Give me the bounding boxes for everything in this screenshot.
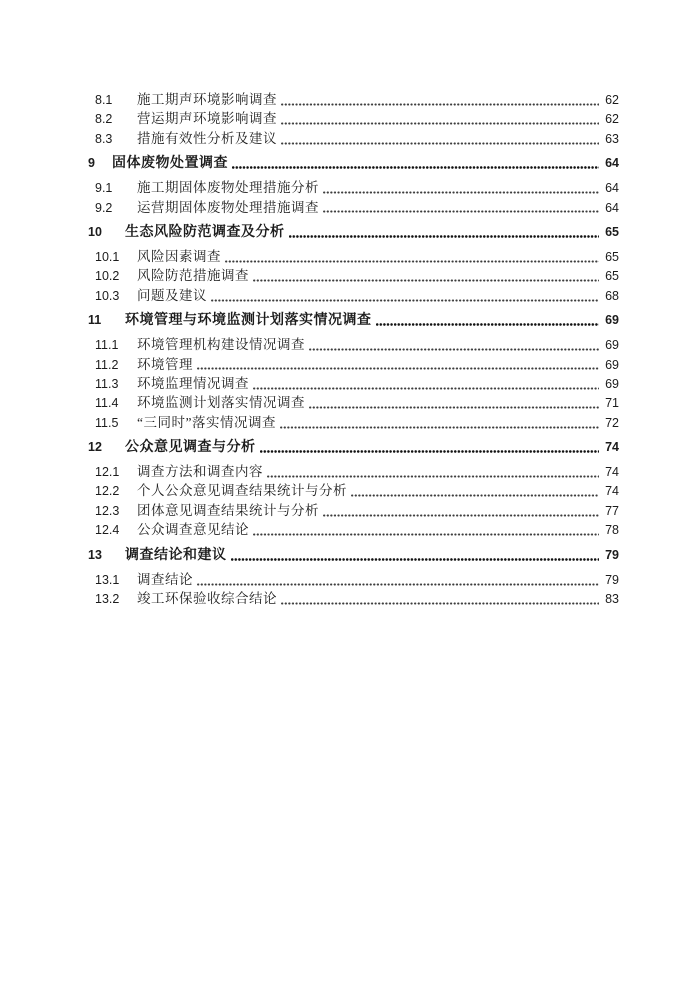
dot-leader [225, 260, 599, 263]
toc-entry-title: 团体意见调查结果统计与分析 [137, 502, 319, 518]
dot-leader [281, 142, 599, 145]
dot-leader [231, 558, 600, 561]
dot-leader [253, 533, 599, 536]
toc-entry-number: 12 [88, 440, 102, 455]
toc-entry-page: 74 [605, 440, 619, 455]
dot-leader [253, 387, 599, 390]
toc-entry-title: 环境管理与环境监测计划落实情况调查 [125, 313, 372, 329]
dot-leader [281, 103, 599, 106]
toc-entry-number: 11 [88, 313, 102, 328]
toc-entry[interactable] [88, 355, 619, 374]
toc-entry[interactable] [88, 570, 619, 589]
dot-leader [211, 299, 599, 302]
dot-leader [323, 210, 599, 213]
toc-entry-page: 72 [605, 415, 619, 430]
toc-entry[interactable] [88, 545, 619, 565]
toc-entry-number: 13.1 [95, 572, 120, 587]
toc-entry-page: 64 [605, 200, 619, 215]
toc-entry-number: 13 [88, 547, 102, 562]
toc-entry[interactable] [88, 286, 619, 305]
toc-entry[interactable] [88, 247, 619, 266]
toc-entry[interactable] [88, 266, 619, 285]
toc-entry-title: 风险防范措施调查 [137, 268, 249, 284]
toc-entry-title: 施工期声环境影响调查 [137, 92, 277, 107]
toc-entry[interactable] [88, 222, 619, 242]
toc-entry-page: 65 [605, 269, 619, 284]
toc-entry-title: 公众调查意见结论 [137, 522, 249, 538]
toc-entry-title: 施工期固体废物处理措施分析 [137, 180, 319, 196]
toc-entry[interactable] [88, 501, 619, 520]
toc-entry-title: 问题及建议 [137, 287, 207, 303]
toc-entry-page: 62 [605, 112, 619, 127]
toc-entry-title: 环境管理 [137, 356, 193, 372]
toc-entry-number: 11.3 [95, 376, 119, 391]
dot-leader [376, 323, 600, 326]
toc-entry-page: 78 [605, 523, 619, 538]
dot-leader [197, 583, 599, 586]
table-of-contents [88, 90, 619, 608]
toc-entry-number: 10.1 [95, 249, 120, 264]
toc-entry-title: 环境监测计划落实情况调查 [137, 395, 305, 411]
toc-entry[interactable] [88, 462, 619, 481]
toc-entry-number: 13.2 [95, 592, 120, 607]
toc-entry[interactable] [88, 437, 619, 457]
dot-leader [289, 235, 600, 238]
toc-entry-number: 8.2 [95, 112, 113, 127]
toc-entry-title: “三同时”落实情况调查 [137, 414, 276, 430]
toc-entry[interactable] [88, 109, 619, 128]
toc-entry-number: 12.3 [95, 503, 120, 518]
toc-entry-number: 9.2 [95, 200, 113, 215]
toc-entry-page: 69 [605, 376, 619, 391]
toc-entry-page: 77 [605, 503, 619, 518]
toc-entry-number: 11.2 [95, 357, 119, 372]
toc-entry-title: 公众意见调查与分析 [125, 440, 256, 456]
dot-leader [267, 475, 599, 478]
toc-entry[interactable] [88, 374, 619, 393]
toc-entry-page: 64 [605, 156, 619, 171]
toc-entry-number: 12.2 [95, 484, 120, 499]
dot-leader [309, 348, 599, 351]
toc-entry-number: 8.3 [95, 131, 113, 146]
toc-entry-page: 79 [605, 572, 619, 587]
toc-entry-page: 64 [605, 181, 619, 196]
toc-entry[interactable] [88, 589, 619, 608]
toc-entry-title: 调查方法和调查内容 [137, 464, 263, 480]
toc-entry-page: 68 [605, 288, 619, 303]
toc-entry-number: 12.1 [95, 465, 120, 480]
toc-entry-title: 个人公众意见调查结果统计与分析 [137, 483, 347, 499]
toc-entry-title: 措施有效性分析及建议 [137, 130, 277, 146]
toc-entry-page: 69 [605, 313, 619, 328]
toc-entry-title: 环境监理情况调查 [137, 375, 249, 391]
dot-leader [197, 367, 599, 370]
toc-entry-page: 62 [605, 93, 619, 107]
dot-leader [232, 166, 599, 169]
toc-entry-number: 11.5 [95, 415, 119, 430]
toc-entry-page: 83 [605, 592, 619, 607]
toc-entry[interactable] [88, 520, 619, 539]
toc-entry-title: 竣工环保验收综合结论 [137, 591, 277, 607]
toc-entry-page: 74 [605, 484, 619, 499]
toc-entry-number: 8.1 [95, 93, 113, 107]
toc-entry-number: 11.4 [95, 396, 119, 411]
toc-entry[interactable] [88, 153, 619, 173]
toc-entry[interactable] [88, 481, 619, 500]
toc-entry-page: 65 [605, 224, 619, 239]
toc-entry-title: 运营期固体废物处理措施调查 [137, 199, 319, 215]
toc-entry-page: 79 [605, 547, 619, 562]
toc-entry[interactable] [88, 129, 619, 148]
dot-leader [281, 602, 599, 605]
dot-leader [281, 122, 599, 125]
toc-entry-page: 69 [605, 338, 619, 353]
toc-entry-title: 环境管理机构建设情况调查 [137, 337, 305, 353]
toc-entry[interactable] [88, 178, 619, 197]
dot-leader [260, 450, 600, 453]
toc-entry[interactable] [88, 393, 619, 412]
toc-entry-title: 固体废物处置调查 [112, 156, 228, 172]
dot-leader [280, 426, 599, 429]
toc-entry-title: 风险因素调查 [137, 248, 221, 264]
toc-entry-number: 10 [88, 224, 102, 239]
toc-entry-number: 9 [88, 156, 95, 171]
toc-entry-title: 调查结论和建议 [125, 547, 227, 563]
toc-entry-number: 10.3 [95, 288, 120, 303]
toc-entry[interactable] [88, 310, 619, 330]
toc-entry-title: 调查结论 [137, 571, 193, 587]
dot-leader [309, 406, 599, 409]
toc-entry[interactable] [88, 413, 619, 432]
toc-entry-page: 63 [605, 131, 619, 146]
toc-entry[interactable] [88, 335, 619, 354]
toc-entry-page: 71 [605, 396, 619, 411]
toc-entry-number: 10.2 [95, 269, 120, 284]
toc-entry-number: 12.4 [95, 523, 120, 538]
toc-entry-title: 营运期声环境影响调查 [137, 111, 277, 127]
toc-entry-number: 9.1 [95, 181, 113, 196]
dot-leader [323, 191, 599, 194]
toc-entry-page: 65 [605, 249, 619, 264]
toc-entry-number: 11.1 [95, 338, 119, 353]
dot-leader [323, 514, 599, 517]
dot-leader [253, 279, 599, 282]
dot-leader [351, 494, 599, 497]
toc-entry[interactable] [88, 90, 619, 109]
toc-entry-page: 74 [605, 465, 619, 480]
toc-entry-title: 生态风险防范调查及分析 [125, 224, 285, 240]
toc-entry-page: 69 [605, 357, 619, 372]
toc-entry[interactable] [88, 198, 619, 217]
